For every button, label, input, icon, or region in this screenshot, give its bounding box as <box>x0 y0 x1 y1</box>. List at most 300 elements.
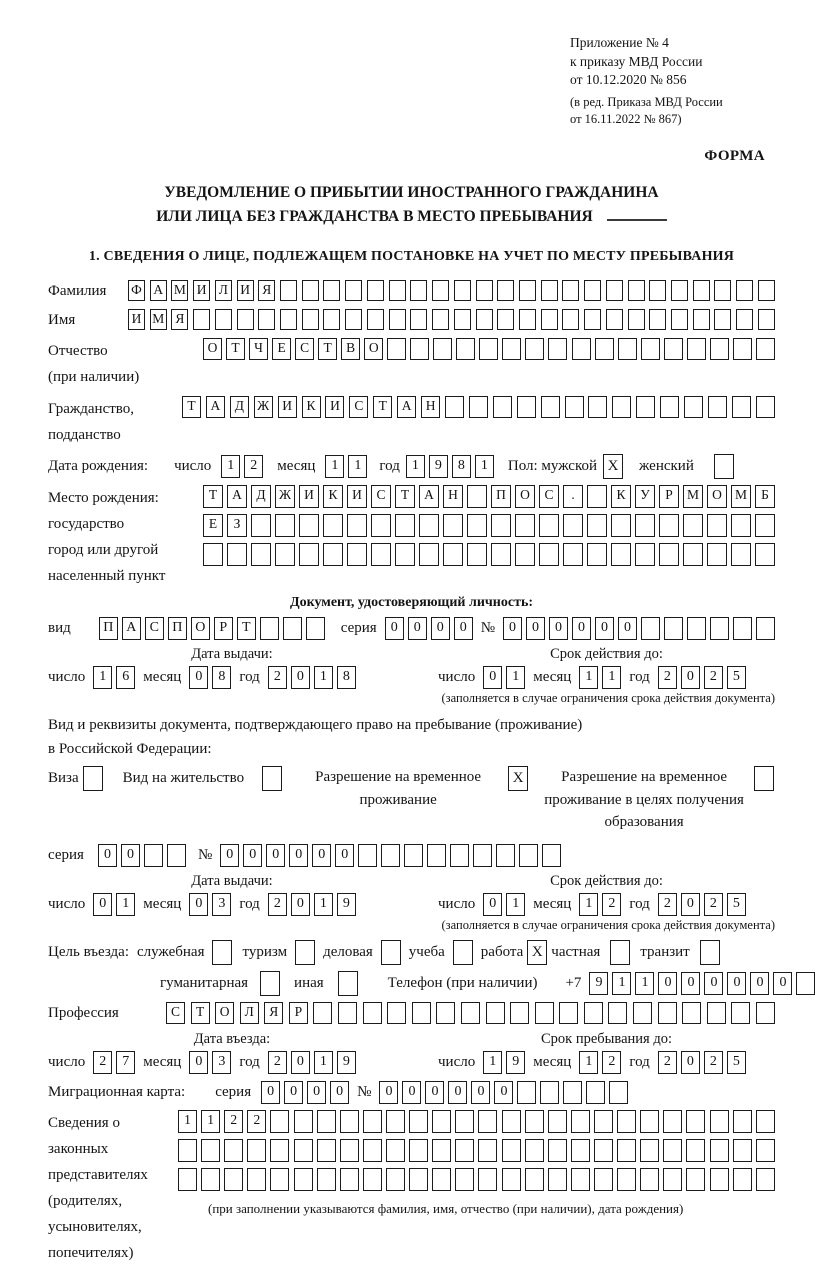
representatives-char-box[interactable] <box>756 1139 775 1162</box>
surname-char-box[interactable] <box>476 280 493 301</box>
citizenship-char-box[interactable]: Т <box>373 396 392 418</box>
profession-char-box[interactable]: Р <box>289 1002 308 1024</box>
representatives-char-box[interactable] <box>178 1168 197 1191</box>
representatives-char-box[interactable] <box>502 1110 521 1133</box>
migration-number-box[interactable]: 0 <box>448 1081 467 1104</box>
identity-series-box[interactable]: 0 <box>385 617 404 640</box>
representatives-char-box[interactable] <box>201 1139 220 1162</box>
identity-number-box[interactable]: 0 <box>572 617 591 640</box>
date-box[interactable]: 1 <box>314 1051 333 1074</box>
representatives-char-box[interactable] <box>594 1110 613 1133</box>
representatives-char-box[interactable] <box>756 1168 775 1191</box>
birthplace-char-box[interactable] <box>611 514 631 537</box>
representatives-char-box[interactable] <box>363 1168 382 1191</box>
birthplace-char-box[interactable] <box>347 514 367 537</box>
representatives-char-box[interactable] <box>247 1168 266 1191</box>
surname-char-box[interactable] <box>280 280 297 301</box>
surname-char-box[interactable] <box>454 280 471 301</box>
birthplace-char-box[interactable]: К <box>611 485 631 508</box>
representatives-char-box[interactable] <box>710 1139 729 1162</box>
patronymic-char-box[interactable] <box>687 338 706 360</box>
surname-char-box[interactable]: И <box>237 280 254 301</box>
patronymic-char-box[interactable] <box>387 338 406 360</box>
birthplace-char-box[interactable]: Р <box>659 485 679 508</box>
representatives-char-box[interactable] <box>270 1110 289 1133</box>
birthplace-char-box[interactable] <box>395 514 415 537</box>
migration-series-box[interactable]: 0 <box>330 1081 349 1104</box>
birthplace-char-box[interactable]: С <box>539 485 559 508</box>
profession-char-box[interactable] <box>510 1002 529 1024</box>
migration-number-box[interactable] <box>586 1081 605 1104</box>
birthplace-char-box[interactable] <box>275 543 295 566</box>
representatives-char-box[interactable] <box>548 1110 567 1133</box>
date-box[interactable]: 0 <box>681 1051 700 1074</box>
representatives-char-box[interactable] <box>294 1168 313 1191</box>
profession-char-box[interactable] <box>338 1002 357 1024</box>
purpose-work-checkbox[interactable]: X <box>527 940 547 965</box>
birthplace-char-box[interactable]: И <box>347 485 367 508</box>
representatives-char-box[interactable] <box>617 1168 636 1191</box>
birthplace-char-box[interactable] <box>659 543 679 566</box>
identity-number-box[interactable] <box>641 617 660 640</box>
representatives-char-box[interactable]: 1 <box>178 1110 197 1133</box>
migration-number-box[interactable]: 0 <box>379 1081 398 1104</box>
patronymic-char-box[interactable] <box>710 338 729 360</box>
visa-checkbox[interactable] <box>83 766 103 791</box>
patronymic-char-box[interactable] <box>479 338 498 360</box>
birthplace-char-box[interactable] <box>491 543 511 566</box>
birthplace-char-box[interactable] <box>371 543 391 566</box>
phone-digit-box[interactable]: 0 <box>681 972 700 995</box>
profession-char-box[interactable]: О <box>215 1002 234 1024</box>
stay-number-box[interactable] <box>358 844 377 867</box>
representatives-char-box[interactable] <box>710 1110 729 1133</box>
surname-char-box[interactable] <box>410 280 427 301</box>
birthplace-char-box[interactable]: . <box>563 485 583 508</box>
citizenship-char-box[interactable] <box>660 396 679 418</box>
representatives-char-box[interactable] <box>386 1110 405 1133</box>
identity-vid-char-box[interactable]: П <box>168 617 187 640</box>
representatives-char-box[interactable] <box>663 1139 682 1162</box>
date-box[interactable]: 9 <box>337 1051 356 1074</box>
date-box[interactable]: 5 <box>727 893 746 916</box>
identity-series-box[interactable]: 0 <box>454 617 473 640</box>
firstname-char-box[interactable] <box>410 309 427 330</box>
date-box[interactable]: 1 <box>506 893 525 916</box>
birthplace-char-box[interactable]: Т <box>203 485 223 508</box>
identity-vid-char-box[interactable] <box>283 617 302 640</box>
firstname-char-box[interactable]: Я <box>171 309 188 330</box>
birthplace-char-box[interactable]: З <box>227 514 247 537</box>
birthplace-char-box[interactable]: Ж <box>275 485 295 508</box>
citizenship-char-box[interactable]: Д <box>230 396 249 418</box>
surname-char-box[interactable] <box>736 280 753 301</box>
stay-series-box[interactable]: 0 <box>98 844 117 867</box>
birthplace-char-box[interactable] <box>587 543 607 566</box>
birthplace-char-box[interactable] <box>635 514 655 537</box>
date-box[interactable]: 0 <box>483 666 502 689</box>
stay-number-box[interactable]: 0 <box>312 844 331 867</box>
representatives-char-box[interactable] <box>455 1110 474 1133</box>
birthplace-char-box[interactable] <box>371 514 391 537</box>
migration-series-box[interactable]: 0 <box>284 1081 303 1104</box>
surname-char-box[interactable] <box>562 280 579 301</box>
birthplace-char-box[interactable] <box>467 543 487 566</box>
patronymic-char-box[interactable] <box>756 338 775 360</box>
firstname-char-box[interactable] <box>736 309 753 330</box>
representatives-char-box[interactable] <box>478 1139 497 1162</box>
birthplace-char-box[interactable]: Д <box>251 485 271 508</box>
representatives-char-box[interactable] <box>663 1110 682 1133</box>
phone-digit-box[interactable]: 1 <box>635 972 654 995</box>
firstname-char-box[interactable] <box>323 309 340 330</box>
date-box[interactable]: 1 <box>483 1051 502 1074</box>
migration-number-box[interactable]: 0 <box>471 1081 490 1104</box>
date-box[interactable]: 1 <box>506 666 525 689</box>
representatives-char-box[interactable] <box>571 1139 590 1162</box>
surname-char-box[interactable] <box>367 280 384 301</box>
citizenship-char-box[interactable] <box>636 396 655 418</box>
representatives-char-box[interactable] <box>340 1168 359 1191</box>
birthplace-char-box[interactable] <box>299 514 319 537</box>
patronymic-char-box[interactable] <box>456 338 475 360</box>
date-box[interactable]: 0 <box>681 666 700 689</box>
residence-permit-checkbox[interactable] <box>262 766 282 791</box>
identity-vid-char-box[interactable]: С <box>145 617 164 640</box>
representatives-char-box[interactable] <box>548 1168 567 1191</box>
patronymic-char-box[interactable] <box>595 338 614 360</box>
birthplace-char-box[interactable]: И <box>299 485 319 508</box>
date-box[interactable]: 8 <box>212 666 231 689</box>
birthplace-char-box[interactable] <box>515 543 535 566</box>
representatives-char-box[interactable] <box>594 1168 613 1191</box>
surname-char-box[interactable] <box>693 280 710 301</box>
profession-char-box[interactable] <box>731 1002 750 1024</box>
representatives-char-box[interactable] <box>733 1110 752 1133</box>
date-box[interactable]: 0 <box>189 1051 208 1074</box>
representatives-char-box[interactable] <box>409 1139 428 1162</box>
identity-series-box[interactable]: 0 <box>431 617 450 640</box>
patronymic-char-box[interactable]: О <box>364 338 383 360</box>
citizenship-char-box[interactable]: Н <box>421 396 440 418</box>
phone-digit-box[interactable]: 0 <box>658 972 677 995</box>
representatives-char-box[interactable] <box>548 1139 567 1162</box>
date-box[interactable]: 0 <box>291 666 310 689</box>
representatives-char-box[interactable] <box>201 1168 220 1191</box>
birthplace-char-box[interactable]: С <box>371 485 391 508</box>
birthplace-char-box[interactable] <box>755 514 775 537</box>
profession-char-box[interactable] <box>633 1002 652 1024</box>
representatives-char-box[interactable] <box>340 1110 359 1133</box>
citizenship-char-box[interactable] <box>732 396 751 418</box>
date-box[interactable]: 0 <box>681 893 700 916</box>
representatives-char-box[interactable] <box>663 1168 682 1191</box>
stay-number-box[interactable] <box>496 844 515 867</box>
patronymic-char-box[interactable]: О <box>203 338 222 360</box>
migration-number-box[interactable] <box>609 1081 628 1104</box>
representatives-char-box[interactable] <box>710 1168 729 1191</box>
birthplace-char-box[interactable]: У <box>635 485 655 508</box>
firstname-char-box[interactable] <box>693 309 710 330</box>
stay-number-box[interactable]: 0 <box>289 844 308 867</box>
representatives-char-box[interactable] <box>224 1168 243 1191</box>
surname-char-box[interactable] <box>758 280 775 301</box>
firstname-char-box[interactable]: М <box>150 309 167 330</box>
patronymic-char-box[interactable] <box>548 338 567 360</box>
profession-char-box[interactable]: Л <box>240 1002 259 1024</box>
stay-number-box[interactable] <box>519 844 538 867</box>
surname-char-box[interactable]: М <box>171 280 188 301</box>
citizenship-char-box[interactable] <box>684 396 703 418</box>
firstname-char-box[interactable] <box>432 309 449 330</box>
birthplace-char-box[interactable] <box>587 485 607 508</box>
firstname-char-box[interactable] <box>519 309 536 330</box>
patronymic-char-box[interactable]: Т <box>226 338 245 360</box>
representatives-char-box[interactable] <box>455 1139 474 1162</box>
surname-char-box[interactable]: И <box>193 280 210 301</box>
birth-year-box[interactable]: 9 <box>429 455 448 478</box>
citizenship-char-box[interactable]: С <box>349 396 368 418</box>
firstname-char-box[interactable] <box>628 309 645 330</box>
identity-series-box[interactable]: 0 <box>408 617 427 640</box>
date-box[interactable]: 2 <box>704 666 723 689</box>
profession-char-box[interactable] <box>584 1002 603 1024</box>
profession-char-box[interactable] <box>535 1002 554 1024</box>
birthplace-char-box[interactable] <box>275 514 295 537</box>
surname-char-box[interactable]: Л <box>215 280 232 301</box>
patronymic-char-box[interactable]: В <box>341 338 360 360</box>
representatives-char-box[interactable] <box>294 1110 313 1133</box>
birthplace-char-box[interactable]: М <box>683 485 703 508</box>
birthplace-char-box[interactable] <box>323 543 343 566</box>
birthplace-char-box[interactable]: О <box>515 485 535 508</box>
date-box[interactable]: 9 <box>337 893 356 916</box>
stay-number-box[interactable] <box>473 844 492 867</box>
firstname-char-box[interactable] <box>302 309 319 330</box>
birth-year-box[interactable]: 1 <box>406 455 425 478</box>
stay-number-box[interactable] <box>381 844 400 867</box>
date-box[interactable]: 2 <box>658 1051 677 1074</box>
surname-char-box[interactable] <box>389 280 406 301</box>
birthplace-char-box[interactable]: К <box>323 485 343 508</box>
firstname-char-box[interactable] <box>193 309 210 330</box>
patronymic-char-box[interactable] <box>525 338 544 360</box>
citizenship-char-box[interactable] <box>517 396 536 418</box>
date-box[interactable]: 0 <box>483 893 502 916</box>
representatives-char-box[interactable] <box>525 1168 544 1191</box>
profession-char-box[interactable] <box>363 1002 382 1024</box>
citizenship-char-box[interactable]: А <box>397 396 416 418</box>
firstname-char-box[interactable] <box>649 309 666 330</box>
surname-char-box[interactable] <box>584 280 601 301</box>
representatives-char-box[interactable] <box>686 1168 705 1191</box>
birthplace-char-box[interactable] <box>755 543 775 566</box>
birthplace-char-box[interactable] <box>539 514 559 537</box>
migration-number-box[interactable] <box>517 1081 536 1104</box>
birthplace-char-box[interactable] <box>707 543 727 566</box>
firstname-char-box[interactable] <box>367 309 384 330</box>
date-box[interactable]: 7 <box>116 1051 135 1074</box>
birthplace-char-box[interactable] <box>227 543 247 566</box>
representatives-char-box[interactable] <box>478 1168 497 1191</box>
date-box[interactable]: 2 <box>268 666 287 689</box>
citizenship-char-box[interactable] <box>541 396 560 418</box>
citizenship-char-box[interactable] <box>708 396 727 418</box>
date-box[interactable]: 2 <box>602 893 621 916</box>
citizenship-char-box[interactable]: К <box>302 396 321 418</box>
profession-char-box[interactable] <box>682 1002 701 1024</box>
surname-char-box[interactable] <box>606 280 623 301</box>
stay-number-box[interactable] <box>542 844 561 867</box>
representatives-char-box[interactable] <box>455 1168 474 1191</box>
citizenship-char-box[interactable]: И <box>278 396 297 418</box>
identity-vid-char-box[interactable]: А <box>122 617 141 640</box>
birthplace-char-box[interactable]: О <box>707 485 727 508</box>
date-box[interactable]: 1 <box>314 666 333 689</box>
firstname-char-box[interactable] <box>562 309 579 330</box>
patronymic-char-box[interactable] <box>641 338 660 360</box>
representatives-char-box[interactable] <box>640 1139 659 1162</box>
representatives-char-box[interactable] <box>502 1168 521 1191</box>
birthplace-char-box[interactable] <box>539 543 559 566</box>
stay-number-box[interactable] <box>404 844 423 867</box>
identity-number-box[interactable]: 0 <box>549 617 568 640</box>
date-box[interactable]: 2 <box>704 893 723 916</box>
identity-vid-char-box[interactable]: П <box>99 617 118 640</box>
firstname-char-box[interactable] <box>606 309 623 330</box>
surname-char-box[interactable] <box>628 280 645 301</box>
identity-vid-char-box[interactable] <box>306 617 325 640</box>
identity-number-box[interactable]: 0 <box>526 617 545 640</box>
citizenship-char-box[interactable] <box>612 396 631 418</box>
birthplace-char-box[interactable]: П <box>491 485 511 508</box>
date-box[interactable]: 2 <box>658 666 677 689</box>
patronymic-char-box[interactable] <box>502 338 521 360</box>
birthplace-char-box[interactable] <box>467 485 487 508</box>
representatives-char-box[interactable] <box>640 1110 659 1133</box>
migration-series-box[interactable]: 0 <box>307 1081 326 1104</box>
profession-char-box[interactable] <box>412 1002 431 1024</box>
birthplace-char-box[interactable]: А <box>227 485 247 508</box>
representatives-char-box[interactable]: 2 <box>224 1110 243 1133</box>
representatives-char-box[interactable] <box>270 1139 289 1162</box>
birthplace-char-box[interactable] <box>683 514 703 537</box>
profession-char-box[interactable] <box>756 1002 775 1024</box>
birth-day-box[interactable]: 2 <box>244 455 263 478</box>
identity-number-box[interactable] <box>687 617 706 640</box>
phone-digit-box[interactable] <box>796 972 815 995</box>
firstname-char-box[interactable] <box>389 309 406 330</box>
representatives-char-box[interactable] <box>317 1110 336 1133</box>
phone-digit-box[interactable]: 0 <box>750 972 769 995</box>
representatives-char-box[interactable] <box>270 1168 289 1191</box>
representatives-char-box[interactable] <box>386 1168 405 1191</box>
birthplace-char-box[interactable] <box>611 543 631 566</box>
representatives-char-box[interactable] <box>247 1139 266 1162</box>
citizenship-char-box[interactable] <box>588 396 607 418</box>
profession-char-box[interactable] <box>313 1002 332 1024</box>
representatives-char-box[interactable] <box>571 1168 590 1191</box>
firstname-char-box[interactable] <box>584 309 601 330</box>
purpose-humanitarian-checkbox[interactable] <box>260 971 280 996</box>
representatives-char-box[interactable]: 2 <box>247 1110 266 1133</box>
surname-char-box[interactable] <box>519 280 536 301</box>
representatives-char-box[interactable] <box>617 1110 636 1133</box>
surname-char-box[interactable] <box>497 280 514 301</box>
representatives-char-box[interactable] <box>178 1139 197 1162</box>
migration-number-box[interactable] <box>563 1081 582 1104</box>
citizenship-char-box[interactable] <box>445 396 464 418</box>
date-box[interactable]: 1 <box>314 893 333 916</box>
representatives-char-box[interactable] <box>594 1139 613 1162</box>
stay-number-box[interactable]: 0 <box>266 844 285 867</box>
surname-char-box[interactable] <box>302 280 319 301</box>
date-box[interactable]: 3 <box>212 1051 231 1074</box>
date-box[interactable]: 2 <box>658 893 677 916</box>
patronymic-char-box[interactable]: Ч <box>249 338 268 360</box>
date-box[interactable]: 1 <box>93 666 112 689</box>
birthplace-char-box[interactable]: Е <box>203 514 223 537</box>
representatives-char-box[interactable] <box>317 1168 336 1191</box>
citizenship-char-box[interactable]: Т <box>182 396 201 418</box>
phone-digit-box[interactable]: 9 <box>589 972 608 995</box>
birthplace-char-box[interactable] <box>323 514 343 537</box>
profession-char-box[interactable] <box>436 1002 455 1024</box>
date-box[interactable]: 2 <box>268 1051 287 1074</box>
purpose-transit-checkbox[interactable] <box>700 940 720 965</box>
birthplace-char-box[interactable] <box>419 543 439 566</box>
identity-number-box[interactable]: 0 <box>503 617 522 640</box>
identity-vid-char-box[interactable]: О <box>191 617 210 640</box>
patronymic-char-box[interactable] <box>572 338 591 360</box>
phone-digit-box[interactable]: 0 <box>727 972 746 995</box>
date-box[interactable]: 2 <box>93 1051 112 1074</box>
birthplace-char-box[interactable]: Н <box>443 485 463 508</box>
firstname-char-box[interactable] <box>476 309 493 330</box>
stay-series-box[interactable]: 0 <box>121 844 140 867</box>
surname-char-box[interactable] <box>541 280 558 301</box>
birthplace-char-box[interactable] <box>587 514 607 537</box>
stay-number-box[interactable]: 0 <box>335 844 354 867</box>
surname-char-box[interactable] <box>323 280 340 301</box>
patronymic-char-box[interactable] <box>410 338 429 360</box>
firstname-char-box[interactable] <box>345 309 362 330</box>
date-box[interactable]: 5 <box>727 666 746 689</box>
date-box[interactable]: 0 <box>189 893 208 916</box>
profession-char-box[interactable]: Т <box>191 1002 210 1024</box>
date-box[interactable]: 2 <box>602 1051 621 1074</box>
representatives-char-box[interactable] <box>525 1110 544 1133</box>
date-box[interactable]: 1 <box>579 1051 598 1074</box>
representatives-char-box[interactable] <box>363 1139 382 1162</box>
date-box[interactable]: 1 <box>579 893 598 916</box>
purpose-official-checkbox[interactable] <box>212 940 232 965</box>
date-box[interactable]: 0 <box>291 893 310 916</box>
representatives-char-box[interactable] <box>756 1110 775 1133</box>
date-box[interactable]: 0 <box>93 893 112 916</box>
identity-number-box[interactable] <box>710 617 729 640</box>
date-box[interactable]: 1 <box>116 893 135 916</box>
sex-female-checkbox[interactable] <box>714 454 734 479</box>
birthplace-char-box[interactable] <box>731 543 751 566</box>
purpose-tourism-checkbox[interactable] <box>295 940 315 965</box>
identity-vid-char-box[interactable]: Р <box>214 617 233 640</box>
surname-char-box[interactable] <box>432 280 449 301</box>
citizenship-char-box[interactable]: И <box>325 396 344 418</box>
surname-char-box[interactable]: Я <box>258 280 275 301</box>
date-box[interactable]: 2 <box>704 1051 723 1074</box>
birth-day-box[interactable]: 1 <box>221 455 240 478</box>
